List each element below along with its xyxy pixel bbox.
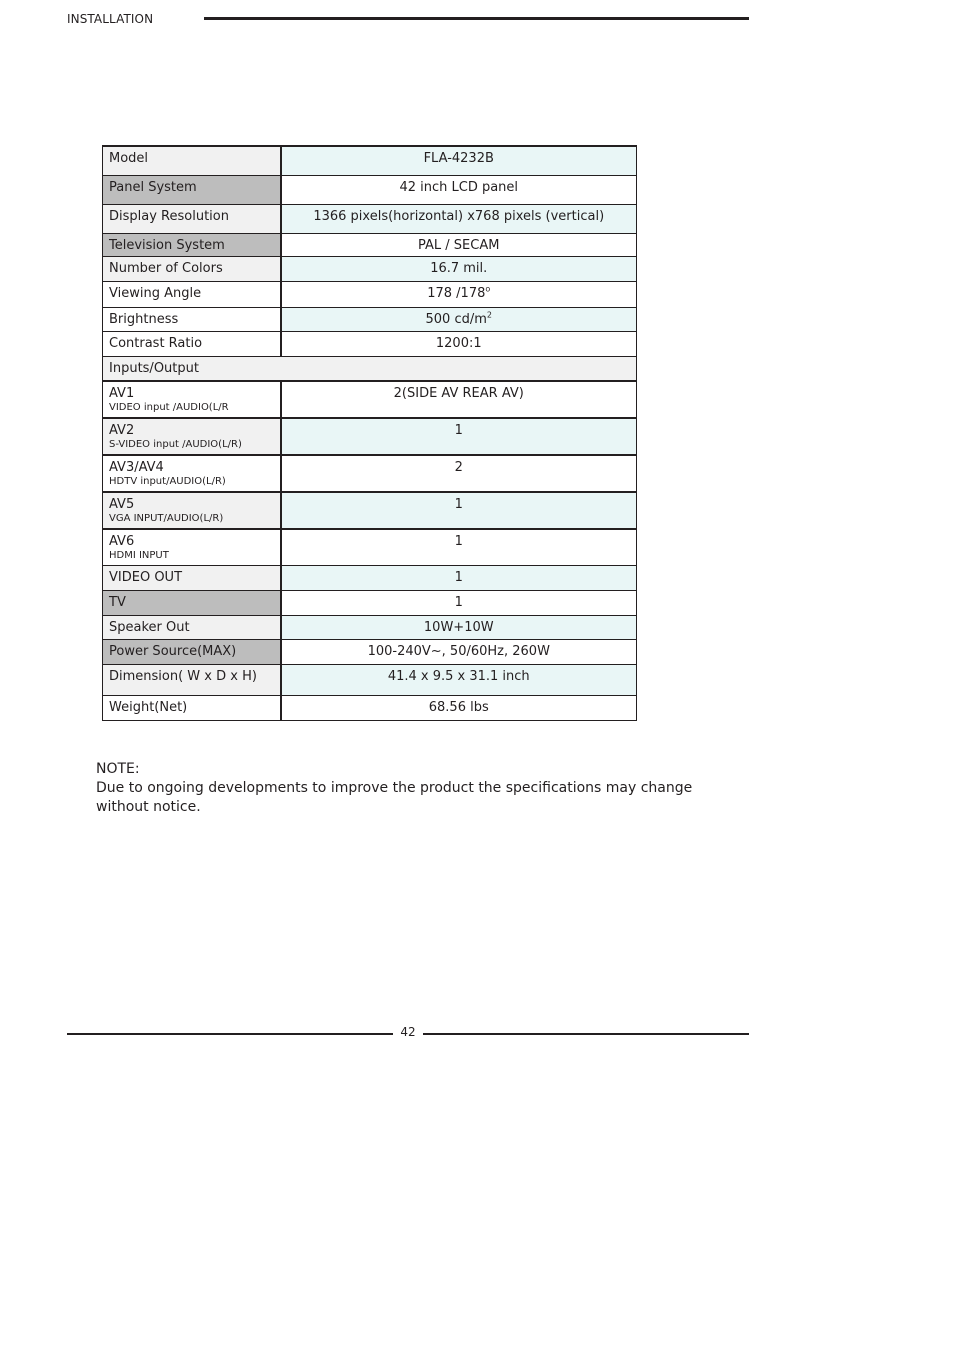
table-row [103,455,637,492]
table-row [103,695,637,720]
spec-value-dimension: 41.4 x 9.5 x 31.1 inch [281,664,637,695]
spec-value-weight: 68.56 lbs [281,695,637,720]
spec-value-av1: 2(SIDE AV REAR AV) [281,381,637,418]
note-block [96,760,736,817]
spec-value-television-system: PAL / SECAM [281,233,637,256]
spec-label-model: Model [103,146,281,175]
table-row [103,356,637,381]
spec-label-number-of-colors: Number of Colors [103,256,281,281]
spec-label-contrast-ratio: Contrast Ratio [103,331,281,356]
spec-label-av2 [103,418,281,455]
table-row [103,664,637,695]
table-row [103,492,637,529]
spec-label-tv: TV [103,590,281,615]
brightness-text: 500 cd/m [425,311,487,327]
table-row [103,281,637,307]
table-row [103,204,637,233]
spec-value-model: FLA-4232B [281,146,637,175]
table-row [103,639,637,664]
table-row [103,418,637,455]
spec-label-speaker-out: Speaker Out [103,615,281,639]
spec-value-av6: 1 [281,529,637,565]
table-row [103,307,637,331]
av5-detail: VGA INPUT/AUDIO(L/R) [109,513,224,524]
spec-label-av6 [103,529,281,565]
spec-value-brightness [281,307,637,331]
note-text: Due to ongoing developments to improve the product the specifications may change without notice. [96,780,693,815]
spec-value-video-out: 1 [281,565,637,590]
spec-label-television-system: Television System [103,233,281,256]
squared-mark: 2 [486,310,492,320]
footer-rule-right [423,1033,749,1035]
specifications-table [102,145,637,721]
av6-detail: HDMI INPUT [109,550,169,561]
note-heading: NOTE: [96,761,140,777]
spec-label-viewing-angle: Viewing Angle [103,281,281,307]
av5-name: AV5 [109,497,135,512]
viewing-angle-text: 178 /178 [427,285,486,301]
spec-label-panel-system: Panel System [103,175,281,204]
header-rule [204,17,749,20]
av2-name: AV2 [109,423,135,438]
table-row [103,565,637,590]
spec-value-display-resolution: 1366 pixels(horizontal) x768 pixels (vertical) [281,204,637,233]
av2-detail: S-VIDEO input /AUDIO(L/R) [109,439,242,450]
spec-label-display-resolution: Display Resolution [103,204,281,233]
page-header-title: INSTALLATION [67,12,154,26]
spec-label-brightness: Brightness [103,307,281,331]
spec-section-inputs-output: Inputs/Output [103,356,637,381]
spec-label-av1 [103,381,281,418]
table-row [103,590,637,615]
spec-value-av2: 1 [281,418,637,455]
spec-label-video-out: VIDEO OUT [103,565,281,590]
spec-label-power-source: Power Source(MAX) [103,639,281,664]
table-row [103,331,637,356]
table-row [103,615,637,639]
spec-value-panel-system: 42 inch LCD panel [281,175,637,204]
spec-value-viewing-angle [281,281,637,307]
spec-value-number-of-colors: 16.7 mil. [281,256,637,281]
table-row [103,175,637,204]
spec-value-av5: 1 [281,492,637,529]
spec-value-power-source: 100-240V~, 50/60Hz, 260W [281,639,637,664]
table-row [103,233,637,256]
spec-value-contrast-ratio: 1200:1 [281,331,637,356]
av3-av4-name: AV3/AV4 [109,460,164,475]
spec-label-av5 [103,492,281,529]
spec-value-av3-av4: 2 [281,455,637,492]
spec-label-dimension: Dimension( W x D x H) [103,664,281,695]
table-row [103,381,637,418]
spec-label-weight: Weight(Net) [103,695,281,720]
table-row [103,146,637,175]
spec-value-speaker-out: 10W+10W [281,615,637,639]
table-row [103,529,637,565]
av6-name: AV6 [109,534,135,549]
av1-detail: VIDEO input /AUDIO(L/R [109,402,229,413]
degree-mark: o [485,284,491,294]
footer-rule-left [67,1033,393,1035]
av3-av4-detail: HDTV input/AUDIO(L/R) [109,476,226,487]
table-row [103,256,637,281]
av1-name: AV1 [109,386,135,401]
spec-value-tv: 1 [281,590,637,615]
spec-label-av3-av4 [103,455,281,492]
page-number: 42 [400,1025,416,1039]
